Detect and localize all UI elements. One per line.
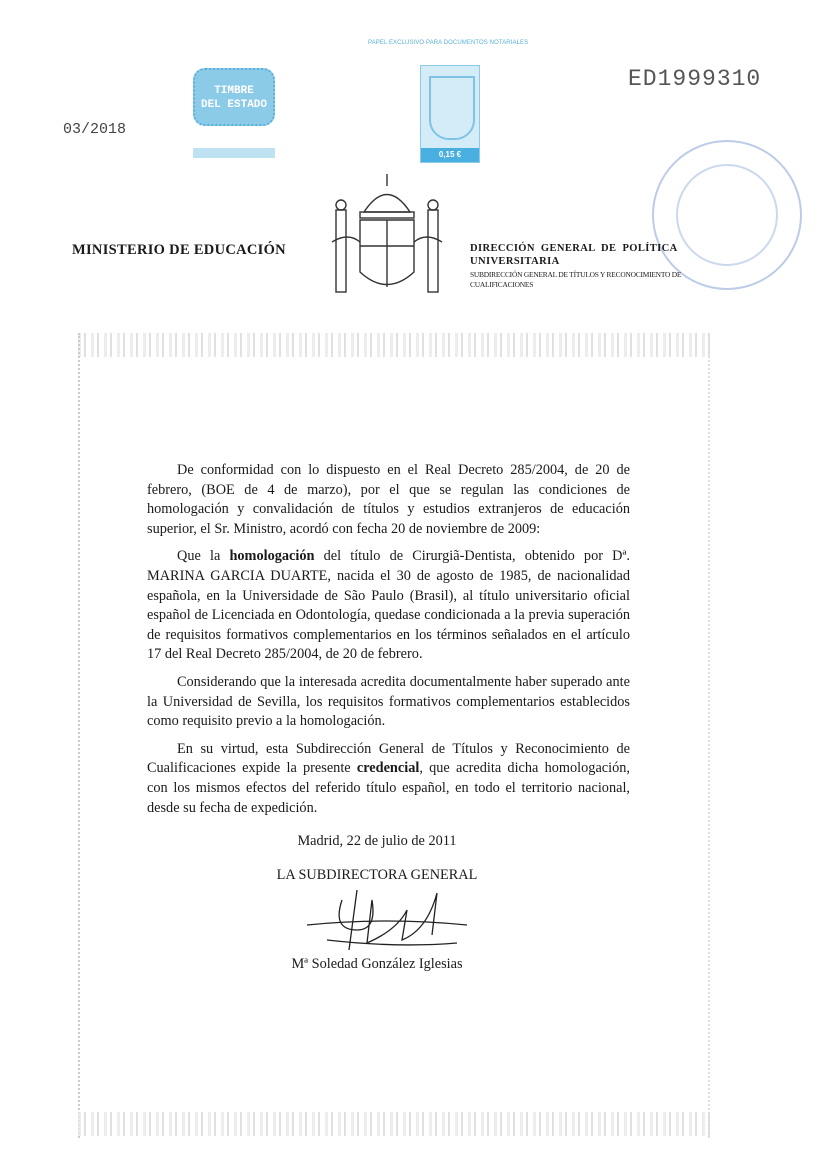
p4-text-2: , que acredita dicha homologación, con los mismos efectos del referido título español, en todo el territorio nacional, desde su fecha de expedición. (147, 760, 630, 816)
border-strip-bottom (78, 1112, 710, 1136)
spain-coat-of-arms-icon (328, 172, 446, 300)
place-date: Madrid, 22 de julio de 2011 (297, 833, 457, 850)
ministry-name: MINISTERIO DE EDUCACIÓN (72, 242, 286, 258)
paragraph-1: De conformidad con lo dispuesto en el Real Decreto 285/2004, de 20 de febrero, (BOE de 4 de marzo), por el que se regulan las condiciones de homologación y convalidación de títulos y estudios extranjeros de educación superior, el Sr. Ministro, acordó con fecha 20 de noviembre de 2009: (147, 462, 630, 537)
subdirection-name: SUBDIRECCIÓN GENERAL DE TÍTULOS Y RECONOCIMIENTO DE CUALIFICACIONES (470, 270, 682, 289)
p2-text: Que la (177, 548, 230, 565)
timbre-bar (193, 148, 275, 158)
p2-text-2: del título de Cirurgiã-Dentista, obtenido por Dª. MARINA GARCIA DUARTE, nacida el 30 de agosto de 1985, de nacionalidad española, en la Universidade de São Paulo (Brasil), al título universitario oficial español de Licenciada en Odontología, quedase condicionada a la previa superación de requisitos formativos complementarios en los términos señalados en el artículo 17 del Real Decreto 285/2004, de 20 de febrero. (147, 548, 630, 663)
p2-bold: homologación (229, 548, 315, 565)
timbre-line1: TIMBRE (214, 85, 254, 97)
paragraph-2 (147, 547, 630, 665)
signer-name: Mª Soledad González Iglesias (291, 956, 463, 973)
stamp-value: 0,15 € (421, 148, 479, 162)
direction-name: DIRECCIÓN GENERAL DE POLÍTICA UNIVERSITARIA (470, 243, 678, 267)
serial-number: ED1999310 (628, 66, 762, 92)
paragraph-4 (147, 740, 630, 818)
timbre-del-estado-stamp (193, 68, 275, 126)
paragraph-3: Considerando que la interesada acredita documentalmente haber superado ante la Universidad de Sevilla, los requisitos formativos complementarios establecidos como requisito previo a la homologación. (147, 673, 630, 730)
handwritten-signature (297, 885, 477, 955)
coat-of-arms-icon (429, 76, 475, 140)
signer-title: LA SUBDIRECTORA GENERAL (276, 866, 478, 883)
paper-note: PAPEL EXCLUSIVO PARA DOCUMENTOS NOTARIALES (368, 40, 529, 46)
reference-number: 03/2018 (63, 121, 127, 138)
p4-bold: credencial (356, 760, 420, 777)
timbre-line2: DEL ESTADO (200, 99, 267, 111)
p4-text: En su virtud, esta Subdirección General de Títulos y Reconocimiento de Cualificaciones expide la presente (147, 740, 630, 777)
revenue-stamp (420, 65, 480, 163)
direction-block (470, 242, 710, 290)
document-body (147, 461, 630, 975)
